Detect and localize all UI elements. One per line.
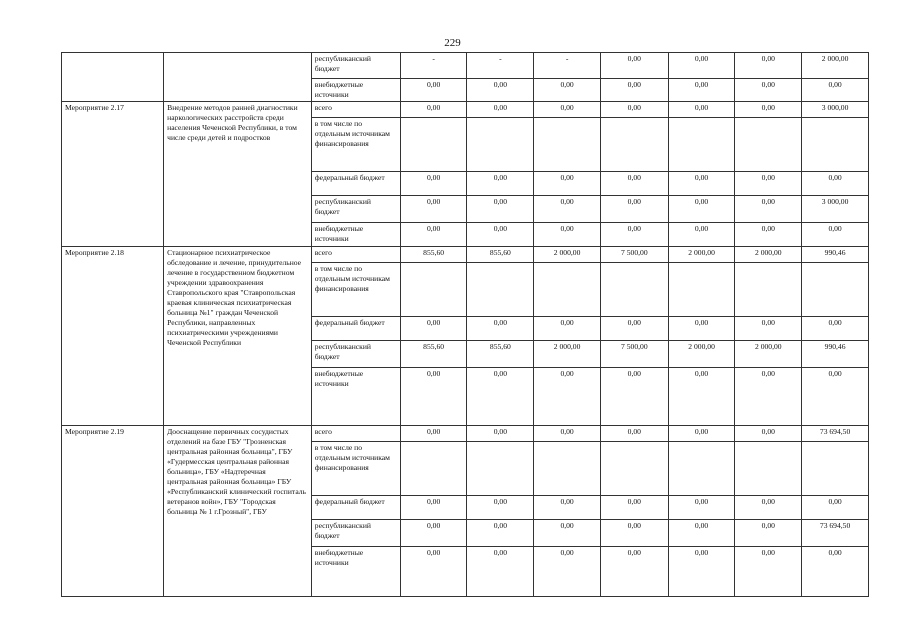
amount-cell bbox=[600, 118, 668, 172]
amount-cell: 0,00 bbox=[802, 317, 869, 341]
amount-cell bbox=[735, 442, 802, 496]
amount-cell: 0,00 bbox=[600, 426, 668, 442]
amount-cell: 0,00 bbox=[735, 317, 802, 341]
funding-source: всего bbox=[311, 102, 400, 118]
amount-cell: 0,00 bbox=[534, 520, 601, 547]
measure-label: Мероприятие 2.18 bbox=[62, 247, 164, 426]
amount-cell: 0,00 bbox=[735, 547, 802, 597]
amount-cell: - bbox=[534, 53, 601, 79]
amount-cell: - bbox=[400, 53, 467, 79]
amount-cell: 0,00 bbox=[735, 368, 802, 426]
amount-cell: 990,46 bbox=[802, 247, 869, 263]
amount-cell: 2 000,00 bbox=[668, 341, 735, 368]
amount-cell: 0,00 bbox=[668, 426, 735, 442]
funding-source: всего bbox=[311, 426, 400, 442]
amount-cell: 0,00 bbox=[400, 223, 467, 247]
funding-source: в том числе по отдельным источникам финансирования bbox=[311, 442, 400, 496]
amount-cell: 0,00 bbox=[600, 79, 668, 102]
page-number: 229 bbox=[444, 37, 461, 49]
amount-cell: 0,00 bbox=[668, 496, 735, 520]
amount-cell: 0,00 bbox=[802, 496, 869, 520]
funding-source: федеральный бюджет bbox=[311, 317, 400, 341]
amount-cell bbox=[668, 442, 735, 496]
amount-cell bbox=[802, 118, 869, 172]
amount-cell: 0,00 bbox=[400, 79, 467, 102]
amount-cell: 0,00 bbox=[400, 102, 467, 118]
amount-cell: 855,60 bbox=[400, 247, 467, 263]
amount-cell: 0,00 bbox=[735, 426, 802, 442]
measure-description bbox=[164, 53, 312, 102]
amount-cell: 0,00 bbox=[802, 79, 869, 102]
amount-cell: 0,00 bbox=[400, 317, 467, 341]
amount-cell bbox=[467, 442, 534, 496]
amount-cell: 0,00 bbox=[534, 426, 601, 442]
amount-cell: 0,00 bbox=[467, 426, 534, 442]
funding-source: внебюджетные источники bbox=[311, 368, 400, 426]
amount-cell: 2 000,00 bbox=[534, 247, 601, 263]
amount-cell: 0,00 bbox=[600, 196, 668, 223]
amount-cell: 0,00 bbox=[668, 520, 735, 547]
funding-source: в том числе по отдельным источникам финансирования bbox=[311, 263, 400, 317]
amount-cell: 0,00 bbox=[600, 368, 668, 426]
amount-cell: 0,00 bbox=[467, 520, 534, 547]
amount-cell: 0,00 bbox=[668, 368, 735, 426]
amount-cell: 0,00 bbox=[735, 79, 802, 102]
amount-cell bbox=[600, 263, 668, 317]
amount-cell: 0,00 bbox=[668, 79, 735, 102]
funding-source: республиканский бюджет bbox=[311, 53, 400, 79]
amount-cell: 0,00 bbox=[802, 223, 869, 247]
amount-cell bbox=[467, 118, 534, 172]
amount-cell: 0,00 bbox=[467, 102, 534, 118]
amount-cell: 0,00 bbox=[735, 53, 802, 79]
amount-cell: 7 500,00 bbox=[600, 341, 668, 368]
amount-cell: 0,00 bbox=[534, 317, 601, 341]
amount-cell: 0,00 bbox=[534, 368, 601, 426]
funding-source: внебюджетные источники bbox=[311, 79, 400, 102]
amount-cell: 0,00 bbox=[600, 223, 668, 247]
budget-table bbox=[61, 52, 869, 597]
amount-cell: 0,00 bbox=[467, 172, 534, 196]
table-row bbox=[62, 53, 869, 79]
amount-cell: 0,00 bbox=[802, 368, 869, 426]
amount-cell bbox=[668, 263, 735, 317]
amount-cell: 0,00 bbox=[467, 79, 534, 102]
amount-cell: 0,00 bbox=[600, 496, 668, 520]
table-row bbox=[62, 102, 869, 118]
amount-cell bbox=[400, 263, 467, 317]
amount-cell: 855,60 bbox=[467, 247, 534, 263]
amount-cell: 0,00 bbox=[534, 196, 601, 223]
table-body bbox=[62, 53, 869, 597]
amount-cell: 0,00 bbox=[467, 223, 534, 247]
amount-cell bbox=[400, 118, 467, 172]
amount-cell bbox=[735, 263, 802, 317]
amount-cell: 0,00 bbox=[735, 196, 802, 223]
amount-cell: 0,00 bbox=[534, 102, 601, 118]
amount-cell: 0,00 bbox=[735, 223, 802, 247]
amount-cell: 0,00 bbox=[467, 547, 534, 597]
measure-description: Внедрение методов ранней диагностики наркологических расстройств среди населения Чеченской Республики, в том числе среди детей и подростков bbox=[164, 102, 312, 247]
amount-cell: 0,00 bbox=[467, 368, 534, 426]
funding-source: в том числе по отдельным источникам финансирования bbox=[311, 118, 400, 172]
amount-cell bbox=[600, 442, 668, 496]
amount-cell bbox=[534, 263, 601, 317]
amount-cell: 0,00 bbox=[668, 547, 735, 597]
amount-cell: 0,00 bbox=[467, 317, 534, 341]
amount-cell: 0,00 bbox=[400, 520, 467, 547]
amount-cell: 0,00 bbox=[735, 496, 802, 520]
table-row bbox=[62, 247, 869, 263]
amount-cell: 0,00 bbox=[735, 520, 802, 547]
amount-cell: 0,00 bbox=[668, 102, 735, 118]
amount-cell: 0,00 bbox=[600, 520, 668, 547]
funding-source: республиканский бюджет bbox=[311, 520, 400, 547]
amount-cell: 0,00 bbox=[400, 496, 467, 520]
funding-source: федеральный бюджет bbox=[311, 496, 400, 520]
amount-cell: 0,00 bbox=[735, 172, 802, 196]
amount-cell: 2 000,00 bbox=[802, 53, 869, 79]
amount-cell: 0,00 bbox=[400, 426, 467, 442]
amount-cell: 0,00 bbox=[534, 496, 601, 520]
amount-cell: 2 000,00 bbox=[735, 341, 802, 368]
amount-cell: 0,00 bbox=[400, 196, 467, 223]
amount-cell: 0,00 bbox=[600, 317, 668, 341]
amount-cell: 7 500,00 bbox=[600, 247, 668, 263]
amount-cell bbox=[534, 442, 601, 496]
amount-cell: 0,00 bbox=[668, 172, 735, 196]
funding-source: внебюджетные источники bbox=[311, 223, 400, 247]
table-row bbox=[62, 426, 869, 442]
amount-cell: 990,46 bbox=[802, 341, 869, 368]
amount-cell: 855,60 bbox=[467, 341, 534, 368]
amount-cell: 2 000,00 bbox=[735, 247, 802, 263]
amount-cell: 0,00 bbox=[600, 53, 668, 79]
amount-cell: 2 000,00 bbox=[534, 341, 601, 368]
amount-cell: 0,00 bbox=[400, 547, 467, 597]
funding-source: республиканский бюджет bbox=[311, 341, 400, 368]
funding-source: федеральный бюджет bbox=[311, 172, 400, 196]
amount-cell: 0,00 bbox=[668, 53, 735, 79]
amount-cell bbox=[467, 263, 534, 317]
amount-cell: 3 000,00 bbox=[802, 196, 869, 223]
amount-cell: 0,00 bbox=[400, 172, 467, 196]
amount-cell: 0,00 bbox=[668, 223, 735, 247]
funding-source: всего bbox=[311, 247, 400, 263]
amount-cell: 0,00 bbox=[400, 368, 467, 426]
amount-cell bbox=[802, 263, 869, 317]
funding-source: внебюджетные источники bbox=[311, 547, 400, 597]
amount-cell: 0,00 bbox=[600, 172, 668, 196]
amount-cell: 0,00 bbox=[534, 172, 601, 196]
measure-label bbox=[62, 53, 164, 102]
amount-cell: 73 694,50 bbox=[802, 426, 869, 442]
amount-cell: - bbox=[467, 53, 534, 79]
amount-cell bbox=[534, 118, 601, 172]
amount-cell: 0,00 bbox=[668, 317, 735, 341]
amount-cell: 855,60 bbox=[400, 341, 467, 368]
amount-cell: 0,00 bbox=[735, 102, 802, 118]
measure-label: Мероприятие 2.17 bbox=[62, 102, 164, 247]
amount-cell: 2 000,00 bbox=[668, 247, 735, 263]
measure-description: Дооснащение первичных сосудистых отделений на базе ГБУ "Грозненская центральная районная больница", ГБУ «Гудермесская центральная районная больница», ГБУ «Надтеречная центральная районная больница» ГБУ «Республиканский клинический госпиталь ветеранов войн», ГБУ "Городская больница № 1 г.Грозный", ГБУ bbox=[164, 426, 312, 597]
amount-cell: 0,00 bbox=[534, 547, 601, 597]
amount-cell: 0,00 bbox=[534, 79, 601, 102]
amount-cell: 0,00 bbox=[600, 547, 668, 597]
amount-cell bbox=[735, 118, 802, 172]
amount-cell: 3 000,00 bbox=[802, 102, 869, 118]
amount-cell: 0,00 bbox=[802, 172, 869, 196]
amount-cell bbox=[668, 118, 735, 172]
amount-cell bbox=[400, 442, 467, 496]
amount-cell: 0,00 bbox=[467, 496, 534, 520]
amount-cell: 0,00 bbox=[467, 196, 534, 223]
measure-label: Мероприятие 2.19 bbox=[62, 426, 164, 597]
amount-cell: 0,00 bbox=[668, 196, 735, 223]
amount-cell: 73 694,50 bbox=[802, 520, 869, 547]
amount-cell bbox=[802, 442, 869, 496]
amount-cell: 0,00 bbox=[534, 223, 601, 247]
measure-description: Стационарное психиатрическое обследование и лечение, принудительное лечение в государственном бюджетном учреждении здравоохранения Ставропольского края "Ставропольская краевая клиническая психиатрическая больница №1" граждан Чеченской Республики, направленных психиатрическими учреждениями Чеченской Республики bbox=[164, 247, 312, 426]
funding-source: республиканский бюджет bbox=[311, 196, 400, 223]
amount-cell: 0,00 bbox=[802, 547, 869, 597]
amount-cell: 0,00 bbox=[600, 102, 668, 118]
